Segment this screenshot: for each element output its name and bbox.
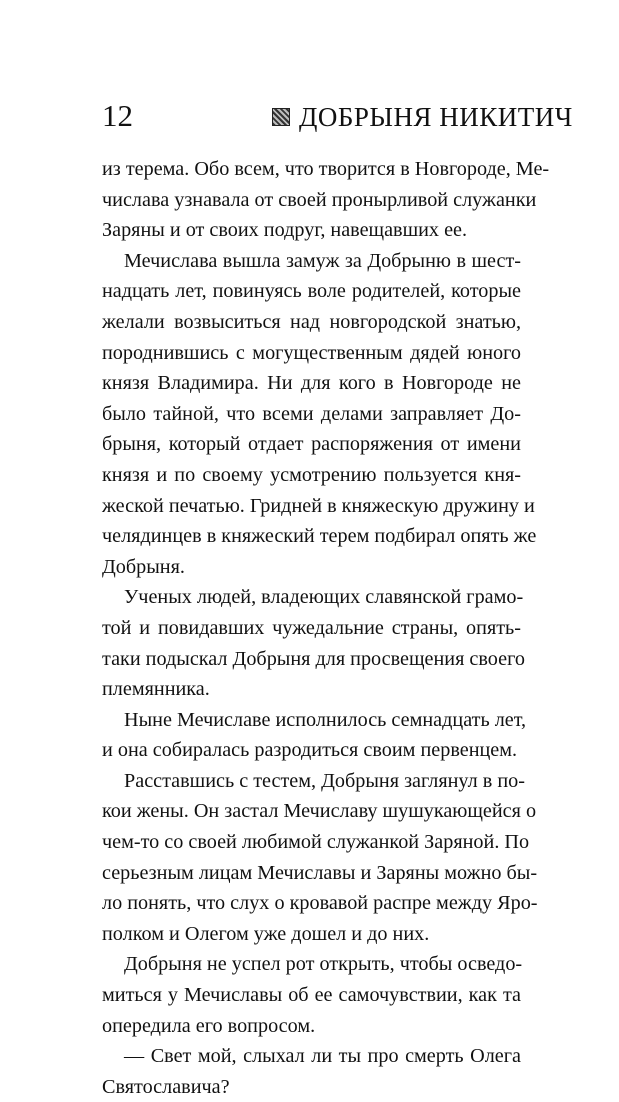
text-line: желали возвыситься над новгородской знатью, xyxy=(102,310,521,333)
text-line: племянника. xyxy=(102,678,210,701)
text-line: кои жены. Он застал Мечиславу шушукающейся о xyxy=(102,800,537,823)
text-line: Ученых людей, владеющих славянской грамо- xyxy=(124,586,524,609)
text-line: челядинцев в княжеский терем подбирал опять же xyxy=(102,525,537,548)
text-line: опередила его вопросом. xyxy=(102,1014,316,1037)
text-line: брыня, который отдает распоряжения от имени xyxy=(102,433,521,456)
text-line: той и повидавших чужедальние страны, опять- xyxy=(102,616,521,639)
text-line: таки подыскал Добрыня для просвещения своего xyxy=(102,647,525,670)
text-line: чем-то со своей любимой служанкой Заряной. По xyxy=(102,831,530,854)
text-line: князя и по своему усмотрению пользуется кня- xyxy=(102,463,521,486)
running-title: ДОБРЫНЯ НИКИТИЧ xyxy=(299,102,573,132)
text-line: надцать лет, повинуясь воле родителей, которые xyxy=(102,280,521,303)
text-line: числава узнавала от своей пронырливой служанки xyxy=(102,188,537,211)
page-number: 12 xyxy=(102,98,133,133)
text-line: породнившись с могущественным дядей юного xyxy=(102,341,521,364)
text-line: серьезным лицам Мечиславы и Заряны можно бы- xyxy=(102,861,538,884)
text-line: Добрыня не успел рот открыть, чтобы осведо- xyxy=(124,953,523,976)
text-line: Расставшись с тестем, Добрыня заглянул в по- xyxy=(124,769,525,792)
text-line: князя Владимира. Ни для кого в Новгороде не xyxy=(102,372,521,395)
text-line: Добрыня. xyxy=(102,555,185,578)
text-line: Заряны и от своих подруг, навещавших ее. xyxy=(102,219,468,242)
text-line: — Свет мой, слыхал ли ты про смерть Олега xyxy=(124,1045,521,1068)
text-line: миться у Мечиславы об ее самочувствии, как та xyxy=(102,984,521,1007)
text-line: Ныне Мечиславе исполнилось семнадцать лет, xyxy=(124,708,527,731)
text-line: Святославича? xyxy=(102,1075,230,1098)
text-line: из терема. Обо всем, что творится в Новгороде, Ме- xyxy=(102,158,550,180)
text-line: полком и Олегом уже дошел и до них. xyxy=(102,922,430,945)
text-line: жеской печатью. Гридней в княжескую дружину и xyxy=(102,494,535,517)
ornament-square-icon xyxy=(272,108,290,126)
text-line: и она собиралась разродиться своим первенцем. xyxy=(102,739,518,762)
text-line: ло понять, что слух о кровавой распре между Яро- xyxy=(102,892,538,915)
running-head xyxy=(272,99,573,135)
text-line: Мечислава вышла замуж за Добрыню в шест- xyxy=(124,249,521,272)
body-text xyxy=(102,154,550,1102)
text-line: было тайной, что всеми делами заправляет До- xyxy=(102,402,521,425)
